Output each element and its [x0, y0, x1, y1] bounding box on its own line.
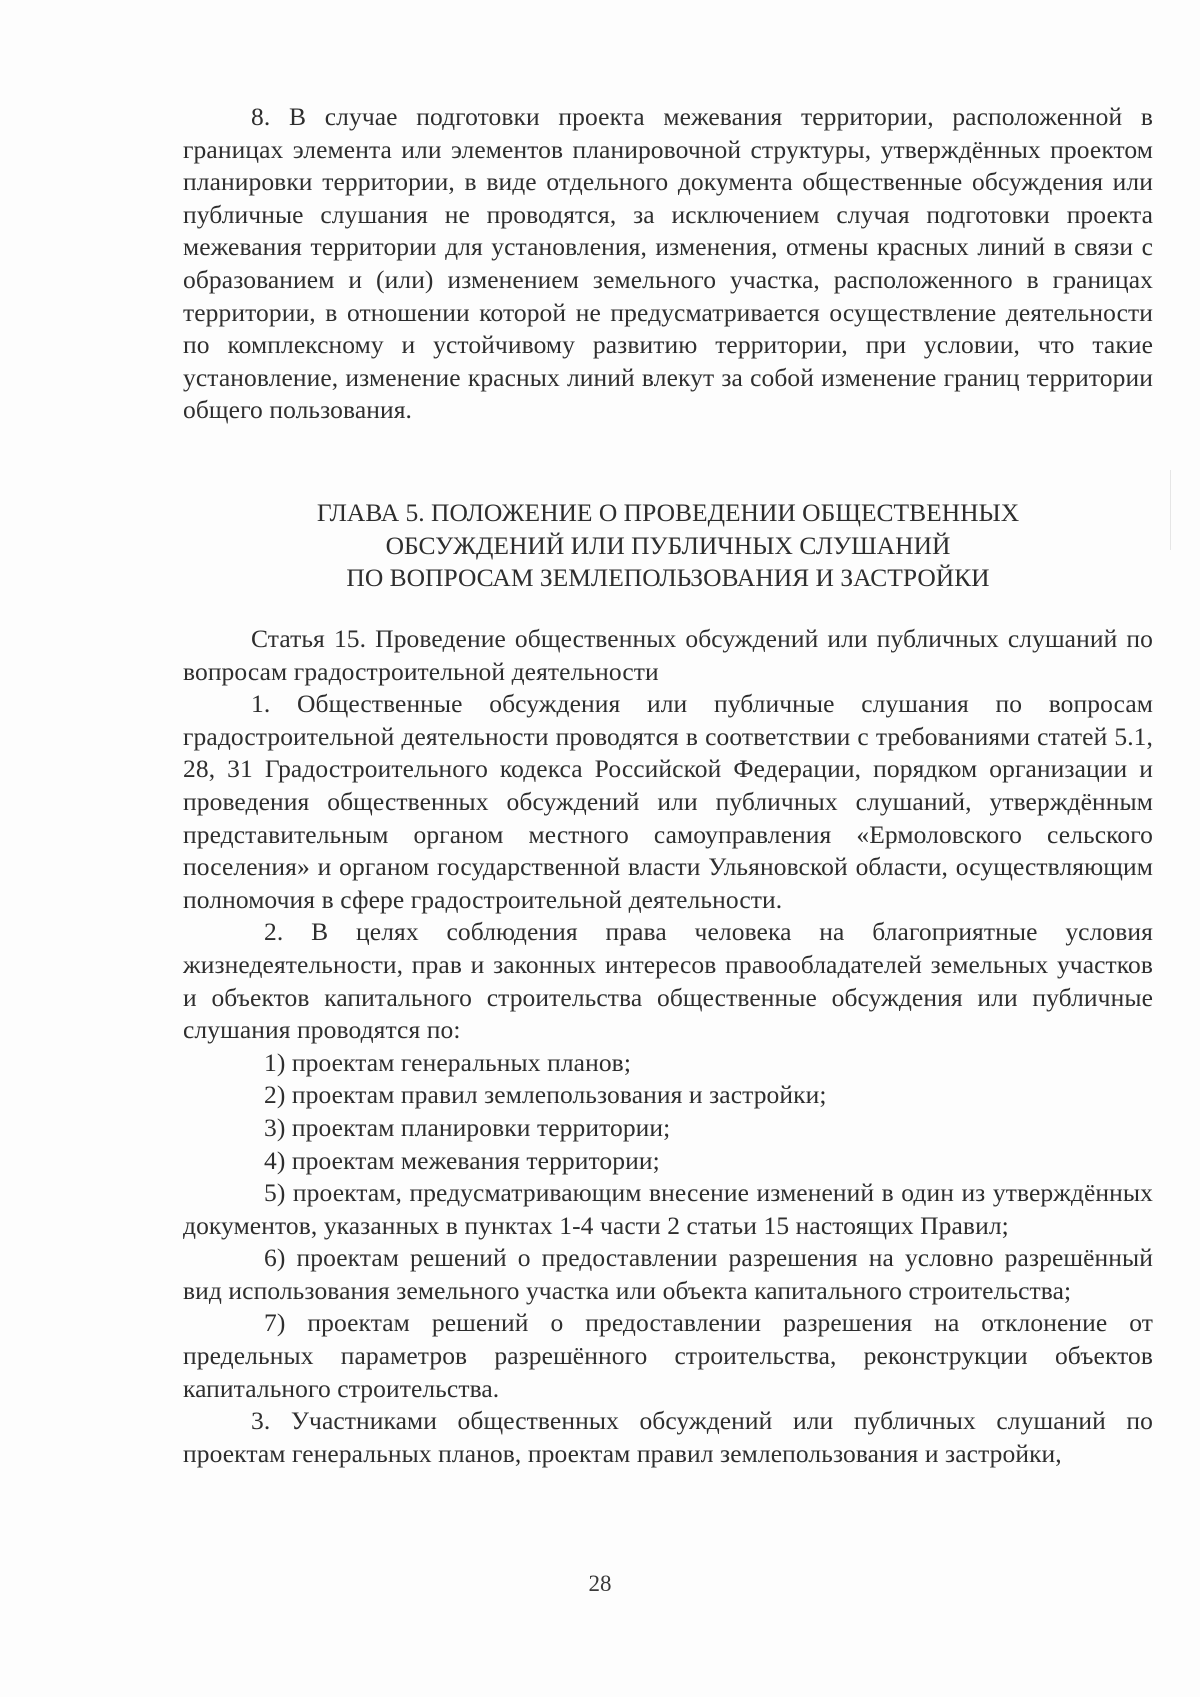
chapter-title [183, 497, 1153, 595]
list-item-7: 7) проектам решений о предоставлении разрешения на отклонение от предельных параметров разрешённого строительства, реконструкции объектов капитального строительства. [183, 1308, 1153, 1403]
scan-edge-mark [1170, 470, 1171, 550]
list-item-6: 6) проектам решений о предоставлении разрешения на условно разрешённый вид использования земельного участка или объекта капитального строительства; [183, 1243, 1153, 1305]
article-section [183, 623, 1153, 1470]
paragraph-clause-2: 2. В целях соблюдения права человека на благоприятные условия жизнедеятельности, прав и законных интересов правообладателей земельных участков и объектов капитального строительства общественные обсуждения или публичные слушания проводятся по: [183, 917, 1153, 1045]
list-item-4: 4) проектам межевания территории; [264, 1145, 660, 1175]
paragraph-clause-1: 1. Общественные обсуждения или публичные слушания по вопросам градостроительной деятельности проводятся в соответствии с требованиями статей 5.1, 28, 31 Градостроительного кодекса Российской Федерации, порядком организации и проведения общественных обсуждений или публичных слушаний, утверждённым представительным органом местного самоуправления «Ермоловского сельского поселения» и органом государственной власти Ульяновской области, осуществляющим полномочия в сфере градостроительной деятельности. [183, 689, 1153, 914]
page-number: 28 [588, 1571, 612, 1596]
article-heading: Статья 15. Проведение общественных обсуждений или публичных слушаний по вопросам градостроительной деятельности [183, 624, 1153, 686]
list-item-1: 1) проектам генеральных планов; [264, 1047, 631, 1077]
chapter-title-line-1: ГЛАВА 5. ПОЛОЖЕНИЕ О ПРОВЕДЕНИИ ОБЩЕСТВЕННЫХ [316, 498, 1020, 527]
paragraph-clause-3: 3. Участниками общественных обсуждений или публичных слушаний по проектам генеральных планов, проектам правил землепользования и застройки, [183, 1406, 1153, 1468]
chapter-title-line-2: ОБСУЖДЕНИЙ ИЛИ ПУБЛИЧНЫХ СЛУШАНИЙ [385, 530, 951, 560]
chapter-title-line-3: ПО ВОПРОСАМ ЗЕМЛЕПОЛЬЗОВАНИЯ И ЗАСТРОЙКИ [346, 563, 990, 593]
list-item-5: 5) проектам, предусматривающим внесение изменений в один из утверждённых документов, указанных в пунктах 1-4 части 2 статьи 15 настоящих Правил; [183, 1178, 1153, 1240]
paragraph-clause-8: 8. В случае подготовки проекта межевания территории, расположенной в границах элемента или элементов планировочной структуры, утверждённых проектом планировки территории, в виде отдельного документа общественные обсуждения или публичные слушания не проводятся, за исключением случая подготовки проекта межевания территории для установления, изменения, отмены красных линий в связи с образованием и (или) изменением земельного участка, расположенного в границах территории, в отношении которой не предусматривается осуществление деятельности по комплексному и устойчивому развитию территории, при условии, что такие установление, изменение красных линий влекут за собой изменение границ территории общего пользования. [183, 102, 1153, 425]
list-item-3: 3) проектам планировки территории; [264, 1112, 671, 1142]
top-section [183, 101, 1153, 427]
list-item-2: 2) проектам правил землепользования и застройки; [264, 1080, 827, 1110]
